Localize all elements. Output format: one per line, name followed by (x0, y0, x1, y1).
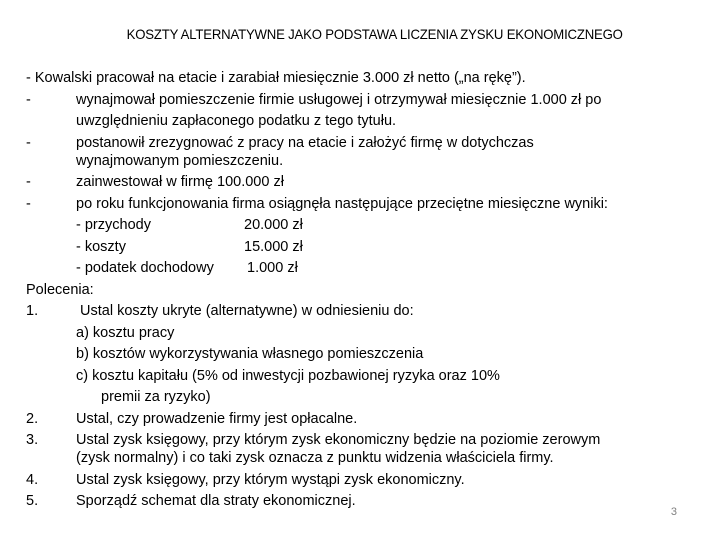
result-row (26, 258, 706, 280)
task-subitem (26, 366, 706, 388)
task-subitem-continuation (26, 387, 706, 409)
task-text: (zysk normalny) i co taki zysk oznacza z punktu widzenia właściciela firmy. (76, 450, 554, 466)
bullet-text: postanowił zrezygnować z pracy na etacie i założyć firmę w dotychczas (76, 134, 534, 151)
bullet-item (26, 172, 706, 194)
result-value: 20.000 zł (244, 217, 303, 233)
task-subitem-text: a) kosztu pracy (76, 324, 175, 341)
bullet-text: zainwestował w firmę 100.000 zł (76, 174, 284, 190)
tasks-heading (26, 280, 706, 302)
intro-line (26, 68, 706, 90)
bullet-text: uwzględnieniu zapłaconego podatku z tego tytułu. (76, 113, 397, 129)
result-row (26, 237, 706, 259)
result-label: - przychody (76, 217, 151, 233)
slide-title: KOSZTY ALTERNATYWNE JAKO PODSTAWA LICZENIA ZYSKU EKONOMICZNEGO (126, 26, 623, 42)
task-text: Ustal, czy prowadzenie firmy jest opłacalne. (76, 410, 358, 427)
task-number: 1. (26, 303, 39, 319)
task-item-continuation (26, 448, 706, 470)
task-subitem-text: b) kosztów wykorzystywania własnego pomieszczenia (76, 346, 424, 362)
task-item (26, 470, 706, 492)
result-value: 15.000 zł (244, 238, 303, 255)
bullet-marker: - (26, 195, 31, 212)
task-subitem (26, 344, 706, 366)
bullet-marker: - (26, 134, 31, 151)
task-text: Sporządź schemat dla straty ekonomicznej. (76, 493, 356, 509)
task-subitem-text: c) kosztu kapitału (5% od inwestycji pozbawionej ryzyka oraz 10% (76, 367, 500, 384)
result-row (26, 215, 706, 237)
task-subitem (26, 323, 706, 345)
bullet-item-continuation (26, 111, 706, 133)
task-item (26, 409, 706, 431)
task-number: 4. (26, 471, 39, 488)
result-label: - koszty (76, 238, 126, 255)
task-item (26, 301, 706, 323)
task-text: Ustal koszty ukryte (alternatywne) w odniesieniu do: (80, 303, 414, 319)
result-label: - podatek dochodowy (76, 260, 214, 276)
task-number: 5. (26, 493, 39, 509)
task-text: Ustal zysk księgowy, przy którym zysk ekonomiczny będzie na poziomie zerowym (76, 432, 601, 448)
task-item (26, 491, 706, 513)
tasks-heading-text: Polecenia: (26, 281, 94, 298)
task-subitem-text: premii za ryzyko) (101, 389, 211, 405)
bullet-item (26, 133, 706, 151)
bullet-marker: - (26, 174, 31, 190)
result-value: 1.000 zł (247, 260, 298, 276)
task-number: 3. (26, 432, 39, 448)
bullet-item-continuation (26, 151, 706, 173)
slide-content (26, 68, 706, 513)
bullet-marker: - (26, 91, 31, 108)
task-number: 2. (26, 410, 39, 427)
bullet-text: po roku funkcjonowania firma osiągnęła następujące przeciętne miesięczne wyniki: (76, 195, 608, 212)
bullet-item (26, 90, 706, 112)
page-number: 3 (670, 506, 677, 518)
task-text: Ustal zysk księgowy, przy którym wystąpi zysk ekonomiczny. (76, 471, 465, 488)
bullet-item (26, 194, 706, 216)
bullet-text: wynajmowanym pomieszczeniu. (76, 152, 284, 169)
intro-text: - Kowalski pracował na etacie i zarabiał miesięcznie 3.000 zł netto („na rękę”). (26, 70, 526, 86)
bullet-text: wynajmował pomieszczenie firmie usługowej i otrzymywał miesięcznie 1.000 zł po (76, 91, 602, 108)
task-item (26, 430, 706, 448)
